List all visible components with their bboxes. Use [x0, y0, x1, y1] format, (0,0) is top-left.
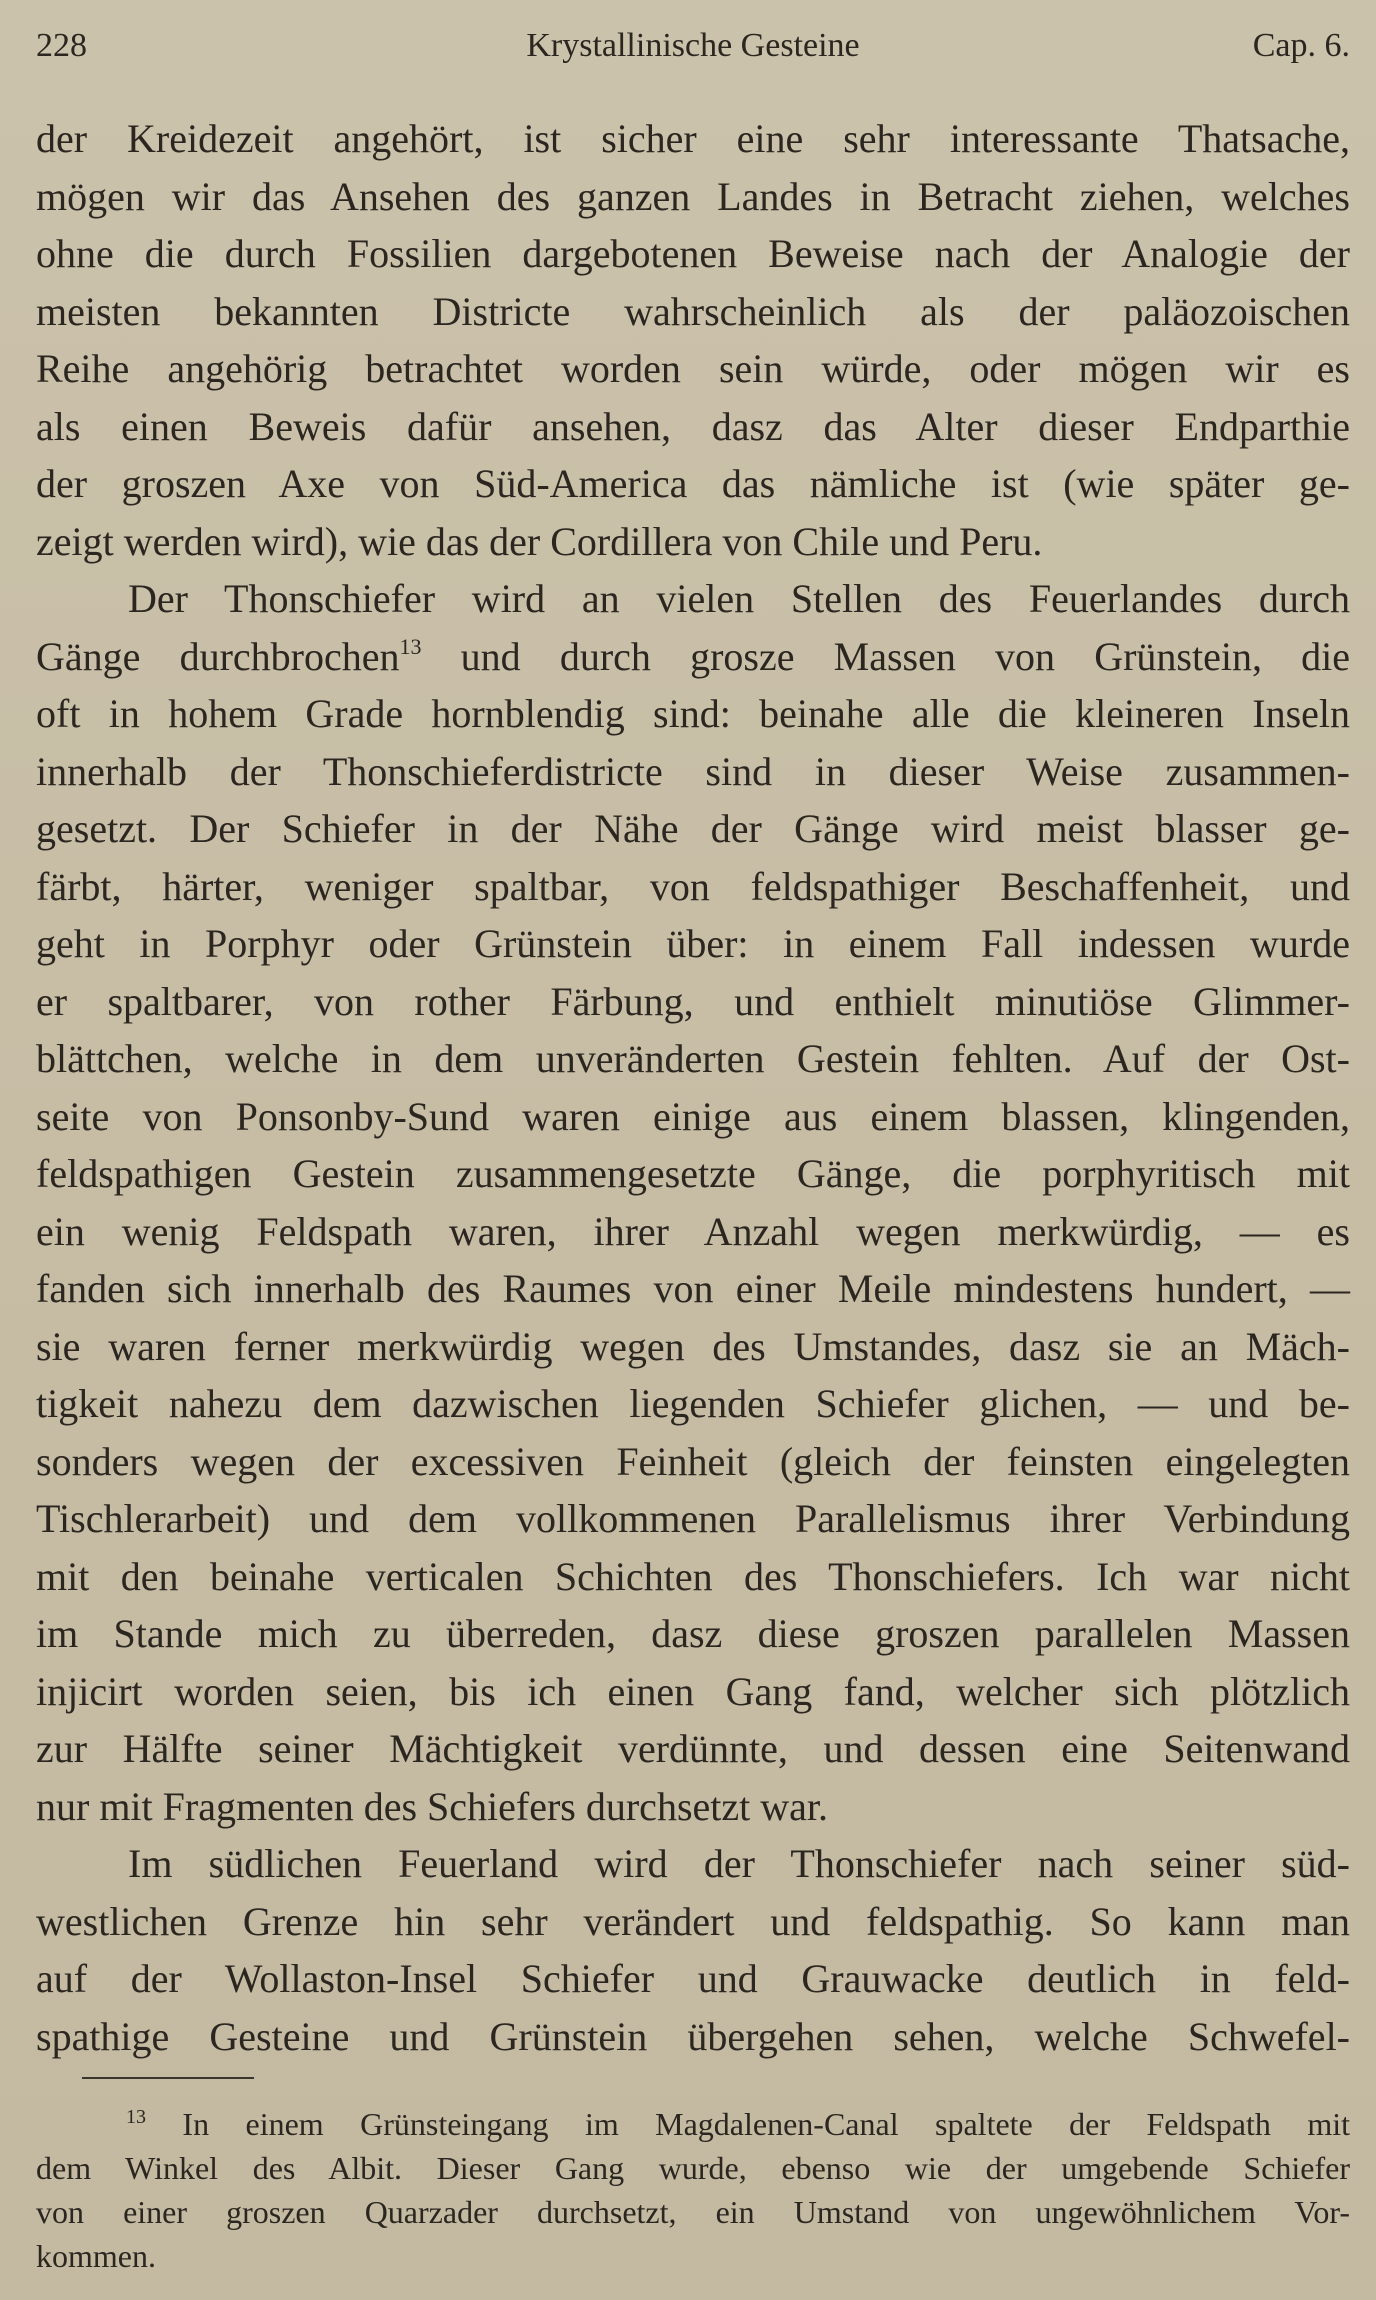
- footnote-line: dem Winkel des Albit. Dieser Gang wurde, ebenso wie der umgebende Schiefer: [36, 2150, 1350, 2186]
- text-line: mögen wir das Ansehen des ganzen Landes in Betracht ziehen, welches: [36, 173, 1350, 219]
- text-line: zeigt werden wird), wie das der Cordillera von Chile und Peru.: [36, 518, 1043, 564]
- text-line: färbt, härter, weniger spaltbar, von feldspathiger Beschaffenheit, und: [36, 863, 1350, 909]
- text-line: blättchen, welche in dem unveränderten Gestein fehlten. Auf der Ost-: [36, 1036, 1350, 1081]
- text-line: der Kreidezeit angehört, ist sicher eine sehr interessante Thatsache,: [36, 116, 1350, 161]
- text-segment: und durch grosze Massen von Grünstein, die: [421, 633, 1351, 679]
- text-line: feldspathigen Gestein zusammengesetzte Gänge, die porphyritisch mit: [36, 1151, 1350, 1196]
- text-line: mit den beinahe verticalen Schichten des Thonschiefers. Ich war nicht: [36, 1553, 1350, 1599]
- text-line: zur Hälfte seiner Mächtigkeit verdünnte, und dessen eine Seitenwand: [36, 1726, 1350, 1771]
- text-line: Im südlichen Feuerland wird der Thonschiefer nach seiner süd-: [128, 1841, 1350, 1886]
- footnote-reference[interactable]: 13: [399, 633, 422, 659]
- footnote-marker: 13: [126, 2106, 146, 2128]
- running-title: Krystallinische Gesteine: [526, 27, 860, 64]
- text-line-with-footnote-ref: [36, 628, 1350, 686]
- text-line: fanden sich innerhalb des Raumes von einer Meile mindestens hundert, —: [36, 1266, 1350, 1311]
- text-line: innerhalb der Thonschieferdistricte sind in dieser Weise zusammen-: [36, 748, 1350, 794]
- text-line: nur mit Fragmenten des Schiefers durchsetzt war.: [36, 1783, 828, 1829]
- footnote-line: von einer groszen Quarzader durchsetzt, ein Umstand von ungewöhnlichem Vor-: [36, 2194, 1350, 2230]
- text-line: Tischlerarbeit) und dem vollkommenen Parallelismus ihrer Verbindung: [36, 1496, 1350, 1541]
- text-line: sonders wegen der excessiven Feinheit (gleich der feinsten eingelegten: [36, 1438, 1350, 1484]
- text-line: spathige Gesteine und Grünstein übergehen sehen, welche Schwefel-: [36, 2013, 1350, 2059]
- text-line: der groszen Axe von Süd-America das nämliche ist (wie später ge-: [36, 461, 1350, 506]
- footnotes: [36, 2102, 1350, 2278]
- text-line: Der Thonschiefer wird an vielen Stellen des Feuerlandes durch: [128, 576, 1350, 621]
- text-segment: Gänge durchbrochen: [36, 633, 400, 679]
- text-line: ein wenig Feldspath waren, ihrer Anzahl wegen merkwürdig, — es: [36, 1208, 1350, 1254]
- footnote-line: kommen.: [36, 2238, 156, 2274]
- chapter-label: Cap. 6.: [1252, 27, 1350, 64]
- footnote-text: In einem Grünsteingang im Magdalenen-Canal spaltete der Feldspath mit: [146, 2106, 1350, 2142]
- text-line: tigkeit nahezu dem dazwischen liegenden Schiefer glichen, — und be-: [36, 1381, 1350, 1426]
- page-number: 228: [36, 27, 87, 64]
- footnote-divider: [82, 2077, 254, 2079]
- text-line: sie waren ferner merkwürdig wegen des Umstandes, dasz sie an Mäch-: [36, 1323, 1350, 1369]
- text-line: Reihe angehörig betrachtet worden sein würde, oder mögen wir es: [36, 346, 1350, 391]
- text-line: im Stande mich zu überreden, dasz diese groszen parallelen Massen: [36, 1611, 1350, 1656]
- page-header: [36, 24, 1350, 68]
- text-line: ohne die durch Fossilien dargebotenen Beweise nach der Analogie der: [36, 231, 1350, 276]
- text-line: meisten bekannten Districte wahrscheinlich als der paläozoischen: [36, 288, 1350, 334]
- main-text: [36, 110, 1350, 2065]
- text-line: seite von Ponsonby-Sund waren einige aus einem blassen, klingenden,: [36, 1093, 1350, 1139]
- text-line: als einen Beweis dafür ansehen, dasz das Alter dieser Endparthie: [36, 403, 1350, 449]
- text-line: er spaltbarer, von rother Färbung, und enthielt minutiöse Glimmer-: [36, 978, 1350, 1024]
- text-line: westlichen Grenze hin sehr verändert und feldspathig. So kann man: [36, 1898, 1350, 1944]
- text-line: injicirt worden seien, bis ich einen Gang fand, welcher sich plötzlich: [36, 1668, 1350, 1714]
- text-line: gesetzt. Der Schiefer in der Nähe der Gänge wird meist blasser ge-: [36, 806, 1350, 851]
- text-line: geht in Porphyr oder Grünstein über: in einem Fall indessen wurde: [36, 921, 1350, 966]
- text-line: auf der Wollaston-Insel Schiefer und Grauwacke deutlich in feld-: [36, 1956, 1350, 2001]
- text-line: oft in hohem Grade hornblendig sind: beinahe alle die kleineren Inseln: [36, 691, 1350, 736]
- footnote-line: [36, 2102, 1350, 2146]
